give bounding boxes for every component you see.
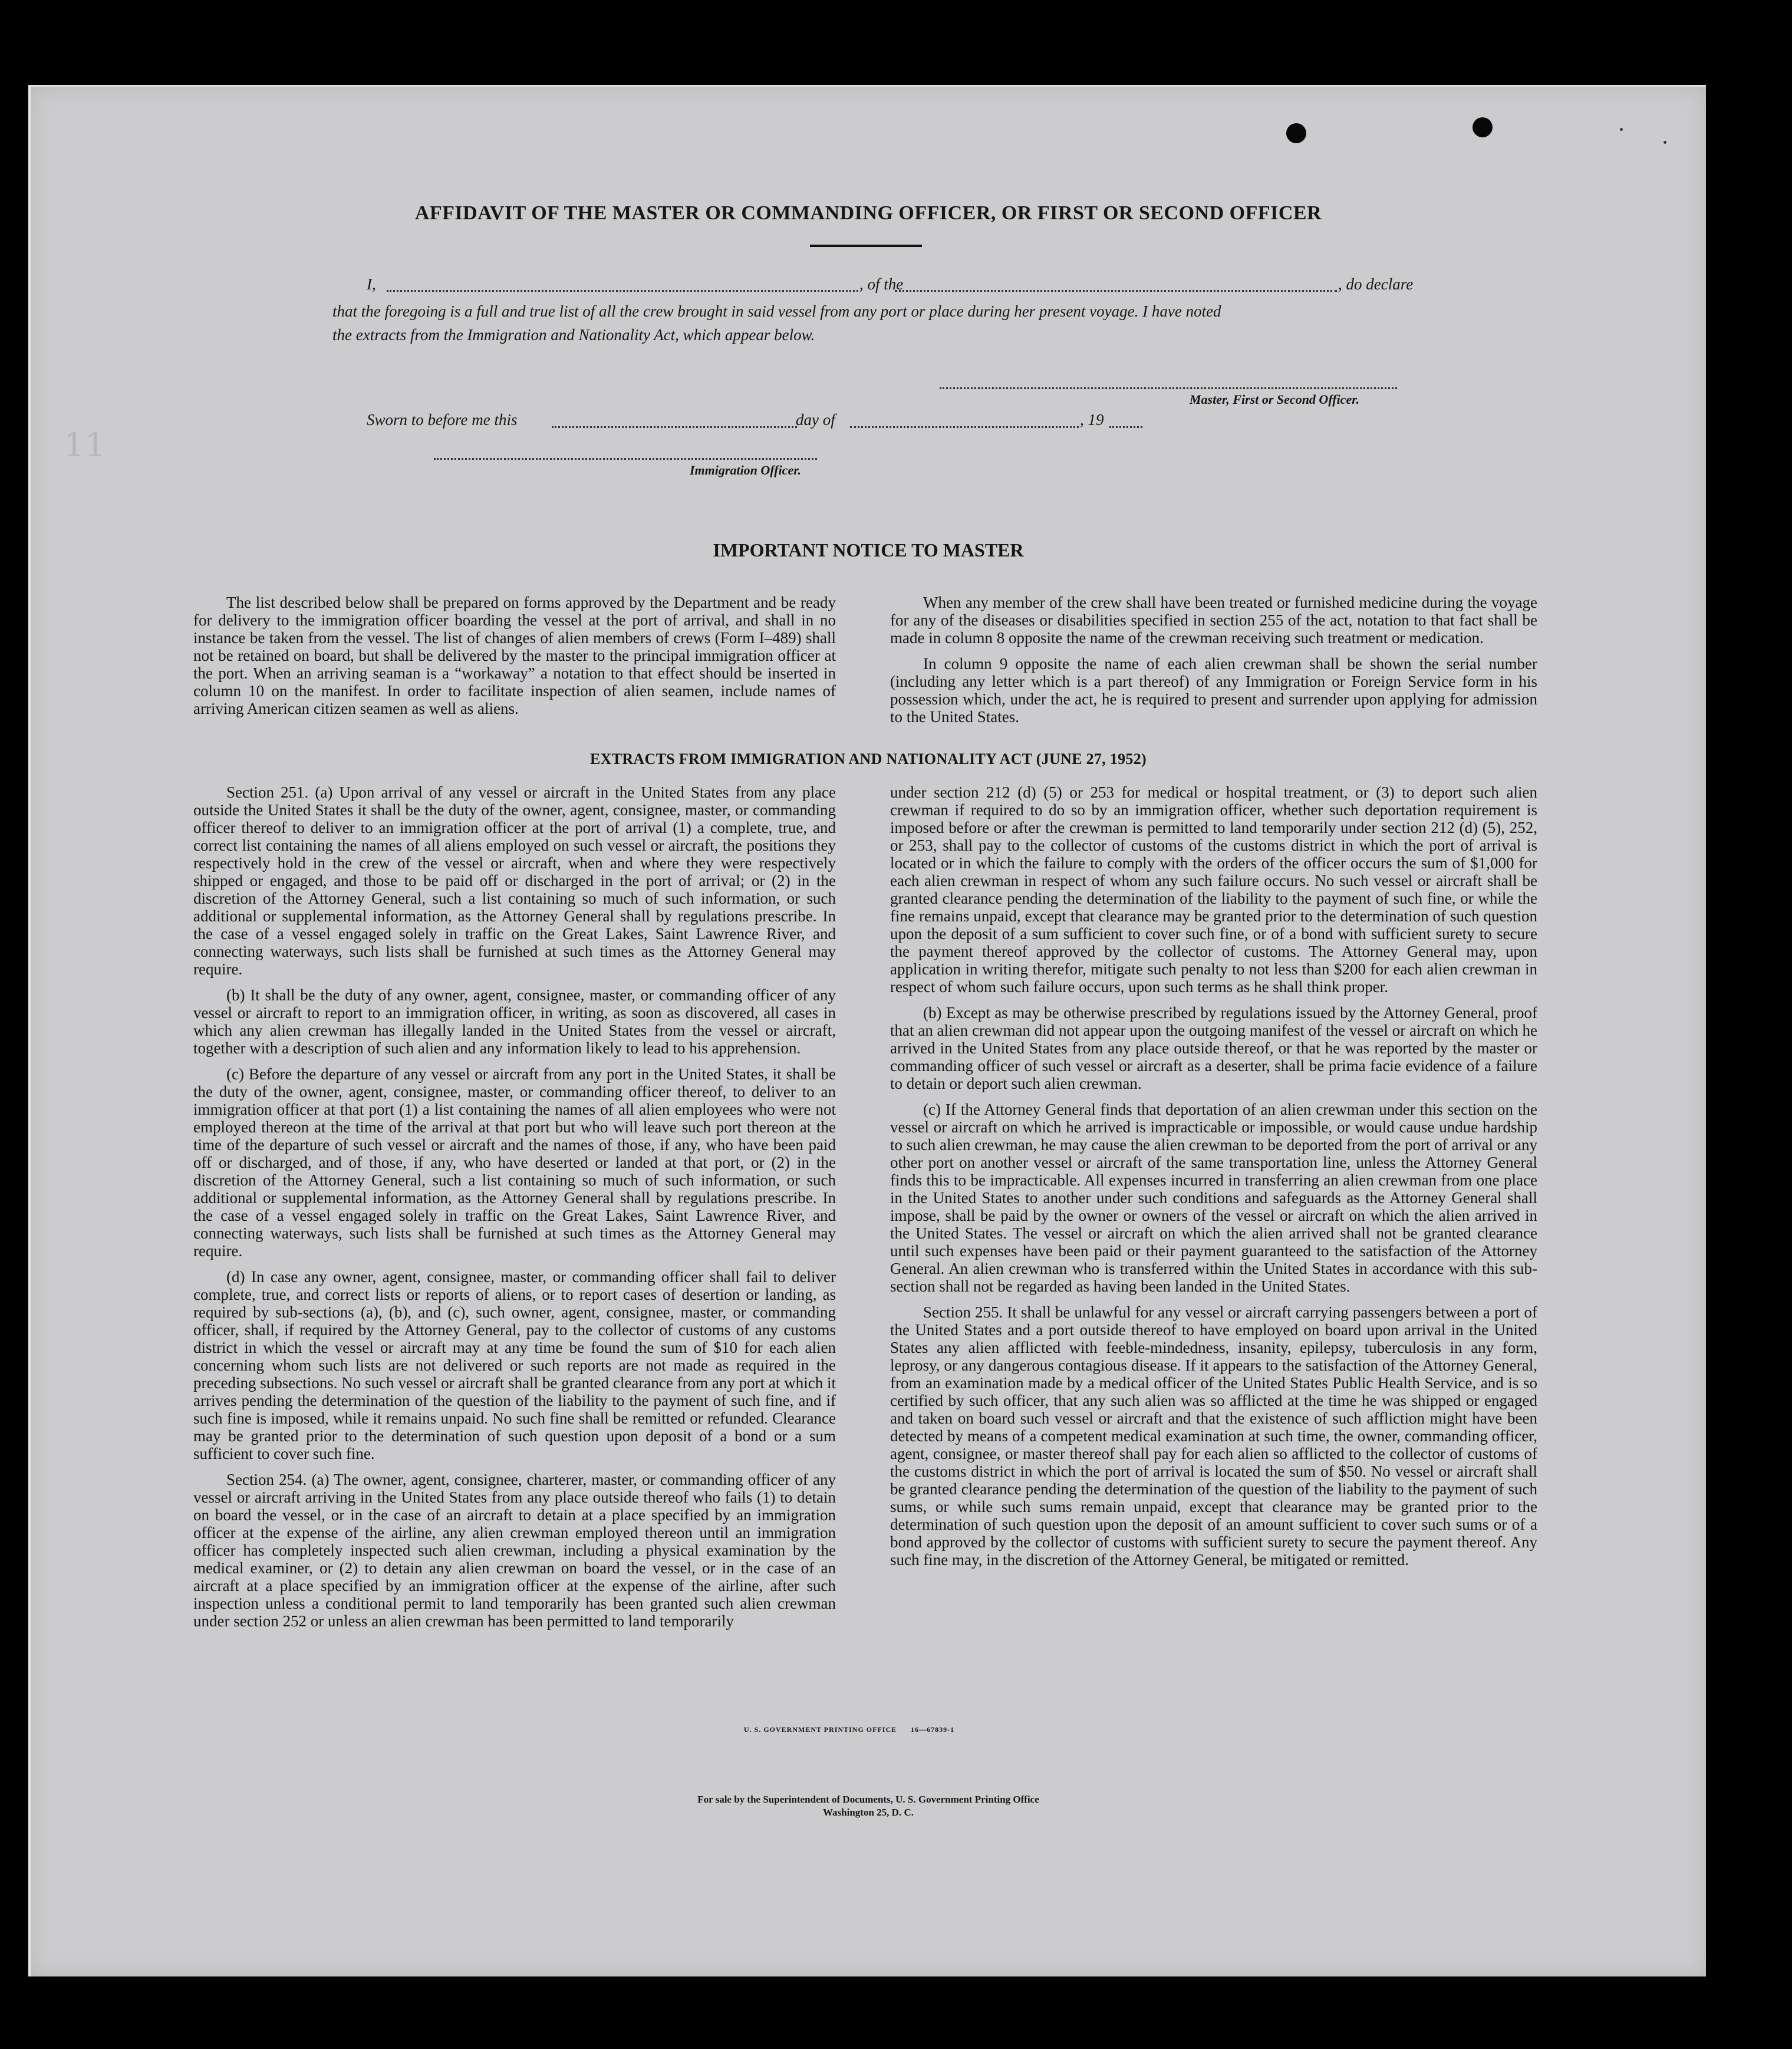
title-rule xyxy=(810,245,922,247)
affidavit-i-label: I, xyxy=(367,275,376,293)
punch-hole xyxy=(1473,117,1493,137)
sworn-prefix: Sworn to before me this xyxy=(367,411,518,429)
section-paragraph: (d) In case any owner, agent, consignee, master, or commanding officer shall fail to deliver complete, true, and correct lists or reports of aliens, or to report cases of desertion or landing, as required by sub-sections (a), (b), and (c), such owner, agent, consignee, master, or commanding officer, shall, if required by the Attorney General, pay to the collector of customs of any customs district in which the vessel or aircraft may at any time be found the sum of $10 for each alien concerning whom such lists are not delivered or such reports are not made as required in the preceding subsections. No such vessel or aircraft shall be granted clearance from any port at which it arrives pending the determination of the question of the liability to the payment of such fine, and if such fine is imposed, while it remains unpaid. No such fine shall be remitted or refunded. Clearance may be granted prior to the determination of such question upon deposit of a bond or a sum sufficient to cover such fine. xyxy=(193,1268,836,1462)
sworn-day-field[interactable] xyxy=(552,426,797,428)
notice-left-column xyxy=(193,594,836,726)
officer-signature-line[interactable] xyxy=(434,458,817,460)
section-paragraph: (b) Except as may be otherwise prescribed by regulations issued by the Attorney General, proof that an alien crewman did not appear upon the outgoing manifest of the vessel or aircraft on which he arrived in the United States from any place outside thereof, or that he was reported by the master or commanding officer of such vessel or aircraft as a deserter, shall be prima facie evidence of a failure to detain or deport such alien crewman. xyxy=(890,1004,1537,1092)
section-paragraph: (c) If the Attorney General finds that deportation of an alien crewman under this section on the vessel or aircraft on which he arrived is impracticable or impossible, or would cause undue hardship to such alien crewman, he may cause the alien crewman to be deported from the port of arrival or any other port on another vessel or aircraft of the same transportation line, unless the Attorney General finds this to be impracticable. All expenses incurred in transferring an alien crewman from one place in the United States to another under such conditions and safeguards as the Attorney General shall impose, shall be paid by the owner or owners of the vessel or aircraft on which the alien arrived in the United States. The vessel or aircraft on which the alien arrived shall not be granted clearance until such expenses have been paid or their payment guaranteed to the satisfaction of the Attorney General. An alien crewman who is transferred within the United States in accordance with this sub-section shall not be regarded as having been landed in the United States. xyxy=(890,1101,1537,1295)
sale-notice-line2: Washington 25, D. C. xyxy=(823,1807,914,1818)
section-paragraph: (b) It shall be the duty of any owner, agent, consignee, master, or commanding officer of any vessel or aircraft to report to an immigration officer, in writing, as soon as discovered, all cases in which any alien crewman has illegally landed in the United States from the vessel or aircraft, together with a description of such alien and any information likely to lead to his apprehension. xyxy=(193,986,836,1057)
notice-paragraph: In column 9 opposite the name of each alien crewman shall be shown the serial number (including any letter which is a part thereof) of any Immigration or Foreign Service form in his possession which, under the act, he is required to present and surrender upon applying for admission to the United States. xyxy=(890,655,1537,726)
notice-title: IMPORTANT NOTICE TO MASTER xyxy=(713,539,1024,561)
margin-mark: 11 xyxy=(64,426,106,465)
master-signature-line[interactable] xyxy=(940,387,1397,389)
punch-hole xyxy=(1286,123,1306,143)
officer-signature-label: Immigration Officer. xyxy=(690,463,802,477)
document-sheet xyxy=(28,85,1706,1976)
speck xyxy=(1663,141,1666,144)
vessel-field[interactable] xyxy=(895,290,1337,292)
extracts-right-column xyxy=(890,783,1537,1577)
affidavit-title: AFFIDAVIT OF THE MASTER OR COMMANDING OFFICER, OR FIRST OR SECOND OFFICER xyxy=(414,202,1322,224)
section-paragraph: (c) Before the departure of any vessel or aircraft from any port in the United States, it shall be the duty of the owner, agent, consignee, master, or commanding officer thereof, to deliver to an immigration officer at that port (1) a list containing the names of all alien employees who were not employed thereon at the time of the arrival at that port but who will leave such port thereon at the time of the departure of such vessel or aircraft and the names of those, if any, who have been paid off or discharged, and of those, if any, who have deserted or landed at that port, or (2) in the discretion of the Attorney General, such a list containing so much of such information, or such additional or supplemental information, as the Attorney General shall by regulations prescribe. In the case of a vessel engaged solely in traffic on the Great Lakes, Saint Lawrence River, and connecting waterways, such lists shall be furnished at such times as the Attorney General may require. xyxy=(193,1065,836,1260)
speck xyxy=(1620,128,1623,131)
section-paragraph: Section 254. (a) The owner, agent, consignee, charterer, master, or commanding officer of any vessel or aircraft arriving in the United States from any place outside thereof who fails (1) to detain on board the vessel, or in the case of an aircraft to detain at a place specified by an immigration officer at the expense of the airline, any alien crewman employed thereon until an immigration officer has completely inspected such alien crewman, including a physical examination by the medical examiner, or (2) to detain any alien crewman on board the vessel, or in the case of an aircraft at a place specified by an immigration officer at the expense of the airline, after such inspection unless a conditional permit to land temporarily has been granted such alien crewman under section 252 or unless an alien crewman has been permitted to land temporarily xyxy=(193,1471,836,1630)
sale-notice-line1: For sale by the Superintendent of Documents, U. S. Government Printing Office xyxy=(697,1794,1039,1805)
master-signature-label: Master, First or Second Officer. xyxy=(1190,392,1360,407)
section-paragraph: Section 255. It shall be unlawful for any vessel or aircraft carrying passengers between a port of the United States and a port outside thereof to have employed on board upon arrival in the United States any alien afflicted with feeble-mindedness, insanity, epilepsy, tuberculosis in any form, leprosy, or any dangerous contagious disease. If it appears to the satisfaction of the Attorney General, from an examination made by a medical officer of the United States Public Health Service, and is so certified by such officer, that any such alien was so afflicted at the time he was shipped or engaged and taken on board such vessel or aircraft and that the existence of such affliction might have been detected by means of a competent medical examination at such time, the owner, commanding officer, agent, consignee, or master thereof shall pay for each alien so afflicted to the collector of customs of the customs district in which the port of arrival is located the sum of $50. No vessel or aircraft shall be granted clearance pending the determination of the question of the liability to the payment of such sums, or while such sums remain unpaid, except that clearance may be granted prior to the determination of such question upon the deposit of an amount sufficient to cover such sums or of a bond approved by the collector of customs with sufficient surety to secure the payment thereof. Any such fine may, in the discretion of the Attorney General, be mitigated or remitted. xyxy=(890,1303,1537,1569)
sworn-month-field[interactable] xyxy=(850,426,1079,428)
section-paragraph: under section 212 (d) (5) or 253 for medical or hospital treatment, or (3) to deport such alien crewman if required to do so by an immigration officer, whether such deportation requirement is imposed before or after the crewman is permitted to land temporarily under section 212 (d) (5), 252, or 253, shall pay to the collector of customs of the customs district in which the port of arrival is located or in which the failure to comply with the orders of the officer occurs the sum of $1,000 for each alien crewman in respect of whom any such failure occurs. No such vessel or aircraft shall be granted clearance pending the determination of the liability to the payment of such fine, or while the fine remains unpaid, except that clearance may be granted prior to the determination of such question upon the deposit of a sum sufficient to cover such fine, or of a bond with sufficient surety to secure the payment thereof approved by the collector of customs. The Attorney General may, upon application in writing therefor, mitigate such penalty to not less than $200 for each alien crewman in respect of whom such failure occurs, upon such terms as he shall think proper. xyxy=(890,783,1537,996)
affidavit-of-the: , of the xyxy=(859,275,904,293)
sworn-year-prefix: , 19 xyxy=(1080,411,1104,429)
affidavit-statement-line1: that the foregoing is a full and true list of all the crew brought in said vessel from any port or place during her present voyage. I have noted xyxy=(332,302,1221,320)
name-field[interactable] xyxy=(387,290,858,292)
section-paragraph: Section 251. (a) Upon arrival of any vessel or aircraft in the United States from any place outside the United States it shall be the duty of the owner, agent, consignee, master, or commanding officer thereof to deliver to an immigration officer at the port of arrival (1) a complete, true, and correct list containing the names of all aliens employed on such vessel or aircraft, the positions they respectively hold in the crew of the vessel or aircraft, when and where they were respectively shipped or engaged, and those to be paid off or discharged in the port of arrival; or (2) in the discretion of the Attorney General, such a list containing so much of such information, or such additional or supplemental information, as the Attorney General shall by regulations prescribe. In the case of a vessel engaged solely in traffic on the Great Lakes, Saint Lawrence River, and connecting waterways, such lists shall be furnished at such times as the Attorney General may require. xyxy=(193,783,836,978)
notice-paragraph: When any member of the crew shall have been treated or furnished medicine during the voyage for any of the diseases or disabilities specified in section 255 of the act, notation to that fact shall be made in column 8 opposite the name of the crewman receiving such treatment or medication. xyxy=(890,594,1537,647)
affidavit-statement-line2: the extracts from the Immigration and Nationality Act, which appear below. xyxy=(332,326,815,344)
printer-imprint: U. S. GOVERNMENT PRINTING OFFICE 16—67839-1 xyxy=(744,1725,955,1734)
affidavit-do-declare: , do declare xyxy=(1338,275,1414,293)
sworn-year-field[interactable] xyxy=(1109,426,1142,428)
notice-right-column xyxy=(890,594,1537,734)
notice-paragraph: The list described below shall be prepared on forms approved by the Department and be ready for delivery to the immigration officer boarding the vessel at the port of arrival, and shall in no instance be taken from the vessel. The list of changes of alien members of crews (Form I–489) shall not be retained on board, but shall be delivered by the master to the principal immigration officer at the port. When an arriving seaman is a “workaway” a notation to that effect should be inserted in column 10 on the manifest. In order to facilitate inspection of alien seamen, include names of arriving American citizen seamen as well as aliens. xyxy=(193,594,836,717)
extracts-title: EXTRACTS FROM IMMIGRATION AND NATIONALITY ACT (JUNE 27, 1952) xyxy=(589,750,1147,767)
extracts-left-column xyxy=(193,783,836,1638)
sworn-day-of: day of xyxy=(796,411,835,429)
